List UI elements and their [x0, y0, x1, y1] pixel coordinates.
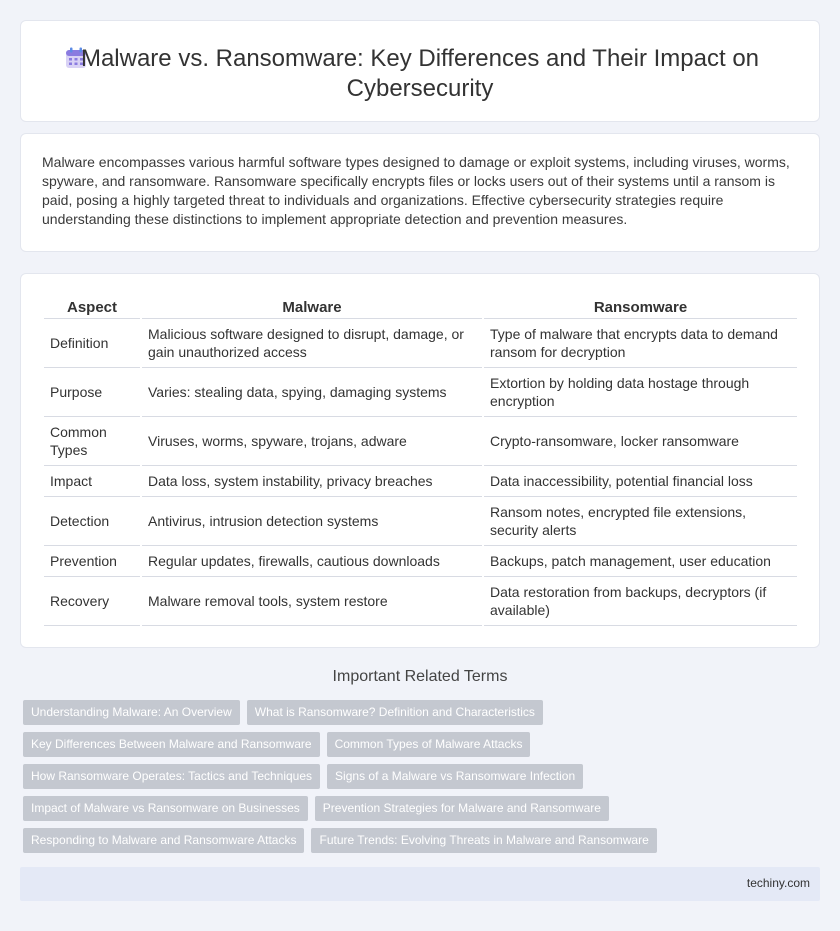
- footer-site-link[interactable]: techiny.com: [746, 876, 810, 890]
- related-term-link[interactable]: Understanding Malware: An Overview: [23, 700, 240, 725]
- comparison-table-card: [20, 273, 820, 648]
- comparison-table: [42, 296, 799, 626]
- table-cell: Ransom notes, encrypted file extensions, security alerts: [484, 497, 797, 546]
- table-cell: Recovery: [44, 577, 140, 626]
- table-cell: Extortion by holding data hostage through encryption: [484, 368, 797, 417]
- column-header-ransomware: Ransomware: [484, 296, 797, 319]
- table-cell: Viruses, worms, spyware, trojans, adware: [142, 417, 482, 466]
- related-term-link[interactable]: How Ransomware Operates: Tactics and Techniques: [23, 764, 320, 789]
- related-terms-list: [23, 700, 813, 860]
- table-cell: Type of malware that encrypts data to demand ransom for decryption: [484, 319, 797, 368]
- column-header-malware: Malware: [142, 296, 482, 319]
- related-term-link[interactable]: Future Trends: Evolving Threats in Malware and Ransomware: [311, 828, 656, 853]
- table-row: [44, 466, 797, 497]
- table-cell: Crypto-ransomware, locker ransomware: [484, 417, 797, 466]
- table-cell: Purpose: [44, 368, 140, 417]
- related-term-link[interactable]: Key Differences Between Malware and Ransomware: [23, 732, 320, 757]
- header-card: [20, 20, 820, 122]
- intro-paragraph: Malware encompasses various harmful software types designed to damage or exploit systems, including viruses, worms, spyware, and ransomware. Ransomware specifically encrypts files or locks users out of their systems until a ransom is paid, posing a highly targeted threat to individuals and organizations. Effective cybersecurity strategies require understanding these distinctions to implement appropriate detection and prevention measures.: [42, 154, 790, 227]
- table-row: [44, 319, 797, 368]
- table-header-row: [44, 296, 797, 319]
- table-cell: Regular updates, firewalls, cautious downloads: [142, 546, 482, 577]
- table-cell: Backups, patch management, user education: [484, 546, 797, 577]
- table-row: [44, 368, 797, 417]
- table-cell: Malware removal tools, system restore: [142, 577, 482, 626]
- column-header-aspect: Aspect: [44, 296, 140, 319]
- related-term-link[interactable]: Prevention Strategies for Malware and Ransomware: [315, 796, 609, 821]
- intro-card: [20, 133, 820, 252]
- table-row: [44, 546, 797, 577]
- table-cell: Impact: [44, 466, 140, 497]
- table-row: [44, 417, 797, 466]
- table-cell: Data loss, system instability, privacy breaches: [142, 466, 482, 497]
- related-term-link[interactable]: Common Types of Malware Attacks: [327, 732, 531, 757]
- table-cell: Common Types: [44, 417, 140, 466]
- table-cell: Detection: [44, 497, 140, 546]
- related-term-link[interactable]: Impact of Malware vs Ransomware on Businesses: [23, 796, 308, 821]
- table-cell: Varies: stealing data, spying, damaging systems: [142, 368, 482, 417]
- footer: [20, 867, 820, 901]
- table-cell: Malicious software designed to disrupt, damage, or gain unauthorized access: [142, 319, 482, 368]
- page-title: Malware vs. Ransomware: Key Differences and Their Impact on Cybersecurity: [80, 45, 760, 102]
- related-term-link[interactable]: Responding to Malware and Ransomware Attacks: [23, 828, 304, 853]
- table-row: [44, 497, 797, 546]
- related-term-link[interactable]: What is Ransomware? Definition and Characteristics: [247, 700, 543, 725]
- table-cell: Data inaccessibility, potential financial loss: [484, 466, 797, 497]
- table-cell: Prevention: [44, 546, 140, 577]
- table-cell: Definition: [44, 319, 140, 368]
- related-term-link[interactable]: Signs of a Malware vs Ransomware Infection: [327, 764, 583, 789]
- table-cell: Data restoration from backups, decryptors (if available): [484, 577, 797, 626]
- related-terms-heading: Important Related Terms: [332, 668, 508, 685]
- table-cell: Antivirus, intrusion detection systems: [142, 497, 482, 546]
- table-row: [44, 577, 797, 626]
